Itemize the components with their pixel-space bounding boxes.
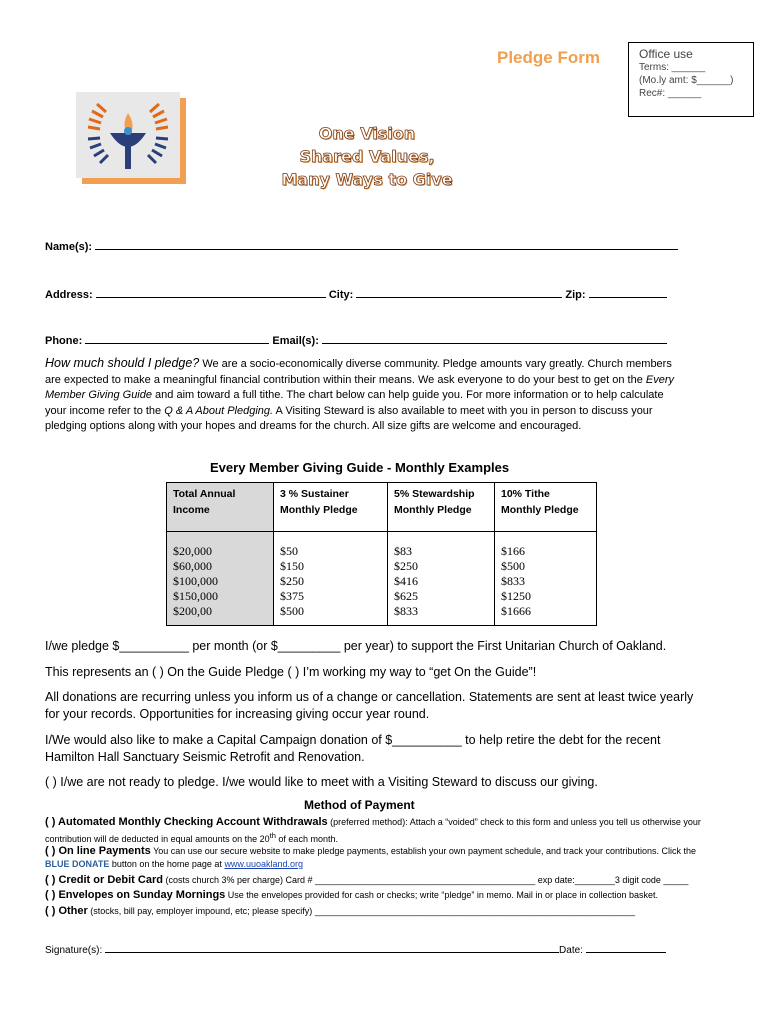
payment-title: Method of Payment xyxy=(304,798,415,812)
address-input[interactable] xyxy=(96,286,326,298)
date-label: Date: xyxy=(559,945,583,956)
header-stewardship: 5% Stewardship Monthly Pledge xyxy=(388,483,495,532)
card-label[interactable]: ( ) Credit or Debit Card xyxy=(45,874,163,886)
stewardship-column: $83 $250 $416 $625 $833 xyxy=(388,532,495,626)
office-use-heading: Office use xyxy=(639,47,693,61)
recurring-note: All donations are recurring unless you inform us of a change or cancellation. Statements are sent at least twice yearly for your records. Opportunities for increasing giving occur year round. xyxy=(45,690,694,721)
table-row xyxy=(167,532,597,626)
city-label: City: xyxy=(328,289,354,301)
tithe-column: $166 $500 $833 $1250 $1666 xyxy=(495,532,597,626)
names-input[interactable] xyxy=(95,238,678,250)
payment-online[interactable]: ( ) On line Payments You can use our secure website to make pledge payments, establish your own payment schedule, and track your contributions. Click the BLUE DONATE button on the home page at www.uuoakland.org xyxy=(45,845,697,869)
header-sustainer: 3 % Sustainer Monthly Pledge xyxy=(274,483,388,532)
qa-ref: Q & A About Pledging. xyxy=(164,404,274,417)
zip-input[interactable] xyxy=(589,286,667,298)
header-income: Total Annual Income xyxy=(167,483,274,532)
pledge-type-line[interactable]: This represents an ( ) On the Guide Pledge ( ) I’m working my way to “get On the Guide”! xyxy=(45,665,537,679)
zip-label: Zip: xyxy=(565,289,586,301)
table-header-row xyxy=(167,483,597,532)
payment-envelopes[interactable]: ( ) Envelopes on Sunday Mornings Use the envelopes provided for cash or checks; write “pledge” in memo. Mail in or place in collection basket. xyxy=(45,889,659,901)
slogan xyxy=(252,122,482,191)
emails-label: Email(s): xyxy=(272,335,319,347)
other-label[interactable]: ( ) Other xyxy=(45,905,88,917)
page-title: Pledge Form xyxy=(497,48,600,67)
signature-input[interactable] xyxy=(105,952,559,953)
office-use-box xyxy=(628,42,754,117)
address-label: Address: xyxy=(45,289,93,301)
city-input[interactable] xyxy=(356,286,562,298)
giving-guide-ref: Every Member Giving Guide xyxy=(45,373,674,402)
intro-lead: How much should I pledge? xyxy=(45,356,200,370)
auto-label[interactable]: ( ) Automated Monthly Checking Account Withdrawals xyxy=(45,816,328,828)
blue-donate-text: BLUE DONATE xyxy=(45,859,110,869)
signature-label: Signature(s): xyxy=(45,945,103,956)
phone-label: Phone: xyxy=(45,335,83,347)
emails-input[interactable] xyxy=(322,332,667,344)
slogan-line-1: One Vision xyxy=(318,124,416,143)
not-ready-line[interactable]: ( ) I/we are not ready to pledge. I/we would like to meet with a Visiting Steward to discuss our giving. xyxy=(45,775,598,789)
office-receipt: Rec#: ______ xyxy=(639,88,702,99)
date-input[interactable] xyxy=(586,952,666,953)
guide-title: Every Member Giving Guide - Monthly Examples xyxy=(210,460,510,475)
payment-card[interactable]: ( ) Credit or Debit Card (costs church 3% per charge) Card # ____________________________________________ exp date:________3 digit code _____ xyxy=(45,874,689,886)
names-label: Name(s): xyxy=(45,241,93,253)
office-monthly-amount: (Mo.ly amt: $______) xyxy=(639,75,734,86)
chalice-logo xyxy=(76,92,186,184)
slogan-line-3: Many Ways to Give xyxy=(281,170,453,189)
sustainer-column: $50 $150 $250 $375 $500 xyxy=(274,532,388,626)
phone-row xyxy=(45,332,667,347)
payment-auto[interactable]: ( ) Automated Monthly Checking Account Withdrawals (preferred method): Attach a “voided” check to this form and unless you tell us otherwise your contribution will de deducted in equal amounts on the 20th of each month. xyxy=(45,816,701,844)
capital-campaign-line[interactable]: I/We would also like to make a Capital Campaign donation of $__________ to help retire the debt for the recent Hamilton Hall Sanctuary Seismic Retrofit and Renovation. xyxy=(45,733,661,764)
pledge-amount-line[interactable]: I/we pledge $__________ per month (or $_________ per year) to support the First Unitarian Church of Oakland. xyxy=(45,639,667,653)
office-terms: Terms: ______ xyxy=(639,62,706,73)
intro-paragraph: How much should I pledge? We are a socio-economically diverse community. Pledge amounts vary greatly. Church members are expected to make a meaningful financial contribution within their means. We ask everyone to do your best to get on the Every Member Giving Guide and aim toward a full tithe. The chart below can help guide you. For more information or to help calculate your income refer to the Q & A About Pledging. A Visiting Steward is also available to meet with you in person to discuss your pledging options along with your hopes and dreams for the church. All size gifts are welcome and encouraged. xyxy=(45,356,674,433)
giving-guide-table xyxy=(166,482,597,626)
slogan-line-2: Shared Values, xyxy=(299,147,435,166)
address-row xyxy=(45,286,667,301)
payment-other[interactable]: ( ) Other (stocks, bill pay, employer impound, etc; please specify) ________________________________________________________________ xyxy=(45,905,636,917)
website-link[interactable]: www.uuoakland.org xyxy=(224,859,303,869)
names-row xyxy=(45,238,678,253)
header-tithe: 10% Tithe Monthly Pledge xyxy=(495,483,597,532)
envelopes-label[interactable]: ( ) Envelopes on Sunday Mornings xyxy=(45,889,226,901)
signature-row xyxy=(45,945,666,956)
income-column: $20,000 $60,000 $100,000 $150,000 $200,00 xyxy=(167,532,274,626)
online-label[interactable]: ( ) On line Payments xyxy=(45,845,151,857)
phone-input[interactable] xyxy=(85,332,269,344)
